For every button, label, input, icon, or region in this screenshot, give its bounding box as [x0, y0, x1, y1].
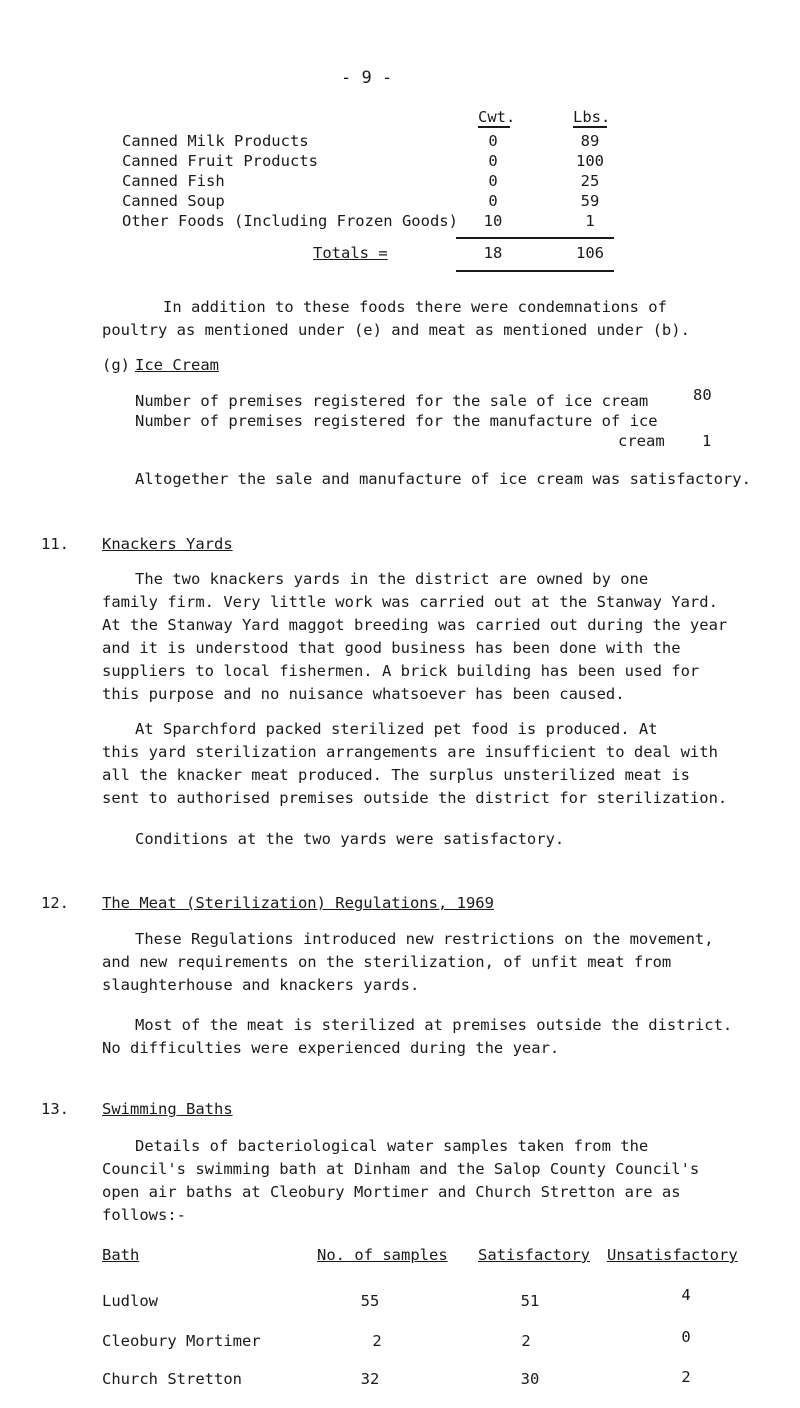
totals-top-rule — [456, 237, 614, 239]
baths-row-samples: 55 — [360, 1292, 380, 1310]
baths-row-samples: 2 — [372, 1332, 382, 1350]
text-line: all the knacker meat produced. The surplus unsterilized meat is — [102, 766, 690, 784]
row-label: Canned Soup — [122, 192, 225, 210]
text-line: sent to authorised premises outside the district for sterilization. — [102, 789, 728, 807]
text-line: Council's swimming bath at Dinham and the Salop County Council's — [102, 1160, 700, 1178]
ice-cream-manufacture-text: Number of premises registered for the manufacture of ice — [135, 412, 658, 430]
section-13-number: 13. — [41, 1100, 69, 1118]
baths-header-unsatisfactory: Unsatisfactory — [607, 1246, 738, 1264]
ice-cream-manufacture-value: 1 — [702, 432, 712, 450]
text-line: this yard sterilization arrangements are insufficient to deal with — [102, 743, 718, 761]
text-line: and it is understood that good business has been done with the — [102, 639, 681, 657]
poultry-line-2: poultry as mentioned under (e) and meat as mentioned under (b). — [102, 321, 690, 339]
poultry-line-1: In addition to these foods there were condemnations of — [163, 298, 667, 316]
row-cwt: 10 — [483, 212, 503, 230]
baths-row-satisfactory: 51 — [520, 1292, 540, 1310]
ice-cream-label: (g) — [102, 356, 130, 374]
row-cwt: 0 — [488, 172, 498, 190]
row-lbs: 1 — [585, 212, 595, 230]
totals-label: Totals = — [313, 244, 388, 262]
baths-row-name: Ludlow — [102, 1292, 158, 1310]
text-line: At the Stanway Yard maggot breeding was carried out during the year — [102, 616, 728, 634]
text-line: and new requirements on the sterilization, of unfit meat from — [102, 953, 672, 971]
text-line: slaughterhouse and knackers yards. — [102, 976, 420, 994]
col-header-lbs: Lbs. — [573, 108, 611, 126]
row-lbs: 100 — [576, 152, 604, 170]
ice-cream-heading: Ice Cream — [135, 356, 219, 374]
ice-cream-sale-text: Number of premises registered for the sale of ice cream — [135, 392, 649, 410]
row-label: Other Foods (Including Frozen Goods) — [122, 212, 458, 230]
baths-header-satisfactory: Satisfactory — [478, 1246, 590, 1264]
row-label: Canned Fruit Products — [122, 152, 318, 170]
col-header-cwt: Cwt. — [478, 108, 516, 126]
text-line: open air baths at Cleobury Mortimer and Church Stretton are as — [102, 1183, 681, 1201]
baths-row-unsatisfactory: 4 — [681, 1286, 691, 1304]
baths-header-bath: Bath — [102, 1246, 140, 1264]
text-line: this purpose and no nuisance whatsoever has been caused. — [102, 685, 625, 703]
text-line: The two knackers yards in the district are owned by one — [135, 570, 649, 588]
text-line: Details of bacteriological water samples taken from the — [135, 1137, 649, 1155]
row-cwt: 0 — [488, 152, 498, 170]
cwt-underline — [478, 126, 510, 128]
lbs-underline — [573, 126, 607, 128]
row-lbs: 25 — [580, 172, 600, 190]
row-lbs: 59 — [580, 192, 600, 210]
ice-cream-sale-value: 80 — [693, 386, 712, 404]
totals-cwt: 18 — [483, 244, 503, 262]
text-line: family firm. Very little work was carried out at the Stanway Yard. — [102, 593, 718, 611]
totals-bottom-rule — [456, 270, 614, 272]
page-number: - 9 - — [341, 68, 393, 88]
section-11-heading: Knackers Yards — [102, 535, 233, 553]
section-11-paragraph-3: Conditions at the two yards were satisfactory. — [135, 830, 565, 848]
text-line: follows:- — [102, 1206, 186, 1224]
text-line: No difficulties were experienced during the year. — [102, 1039, 560, 1057]
baths-row-unsatisfactory: 0 — [681, 1328, 691, 1346]
baths-row-satisfactory: 2 — [521, 1332, 531, 1350]
baths-row-name: Church Stretton — [102, 1370, 242, 1388]
row-lbs: 89 — [580, 132, 600, 150]
text-line: Most of the meat is sterilized at premises outside the district. — [135, 1016, 733, 1034]
totals-lbs: 106 — [576, 244, 604, 262]
row-cwt: 0 — [488, 192, 498, 210]
baths-header-samples: No. of samples — [317, 1246, 448, 1264]
baths-row-unsatisfactory: 2 — [681, 1368, 691, 1386]
row-cwt: 0 — [488, 132, 498, 150]
row-label: Canned Milk Products — [122, 132, 309, 150]
ice-cream-conclusion: Altogether the sale and manufacture of ice cream was satisfactory. — [135, 470, 751, 488]
section-12-heading: The Meat (Sterilization) Regulations, 1969 — [102, 894, 494, 912]
text-line: suppliers to local fishermen. A brick building has been used for — [102, 662, 700, 680]
baths-row-name: Cleobury Mortimer — [102, 1332, 261, 1350]
section-11-number: 11. — [41, 535, 69, 553]
ice-cream-manufacture-text-cont: cream — [618, 432, 665, 450]
baths-row-samples: 32 — [360, 1370, 380, 1388]
section-12-number: 12. — [41, 894, 69, 912]
baths-row-satisfactory: 30 — [520, 1370, 540, 1388]
text-line: At Sparchford packed sterilized pet food is produced. At — [135, 720, 658, 738]
text-line: These Regulations introduced new restrictions on the movement, — [135, 930, 714, 948]
row-label: Canned Fish — [122, 172, 225, 190]
section-13-heading: Swimming Baths — [102, 1100, 233, 1118]
